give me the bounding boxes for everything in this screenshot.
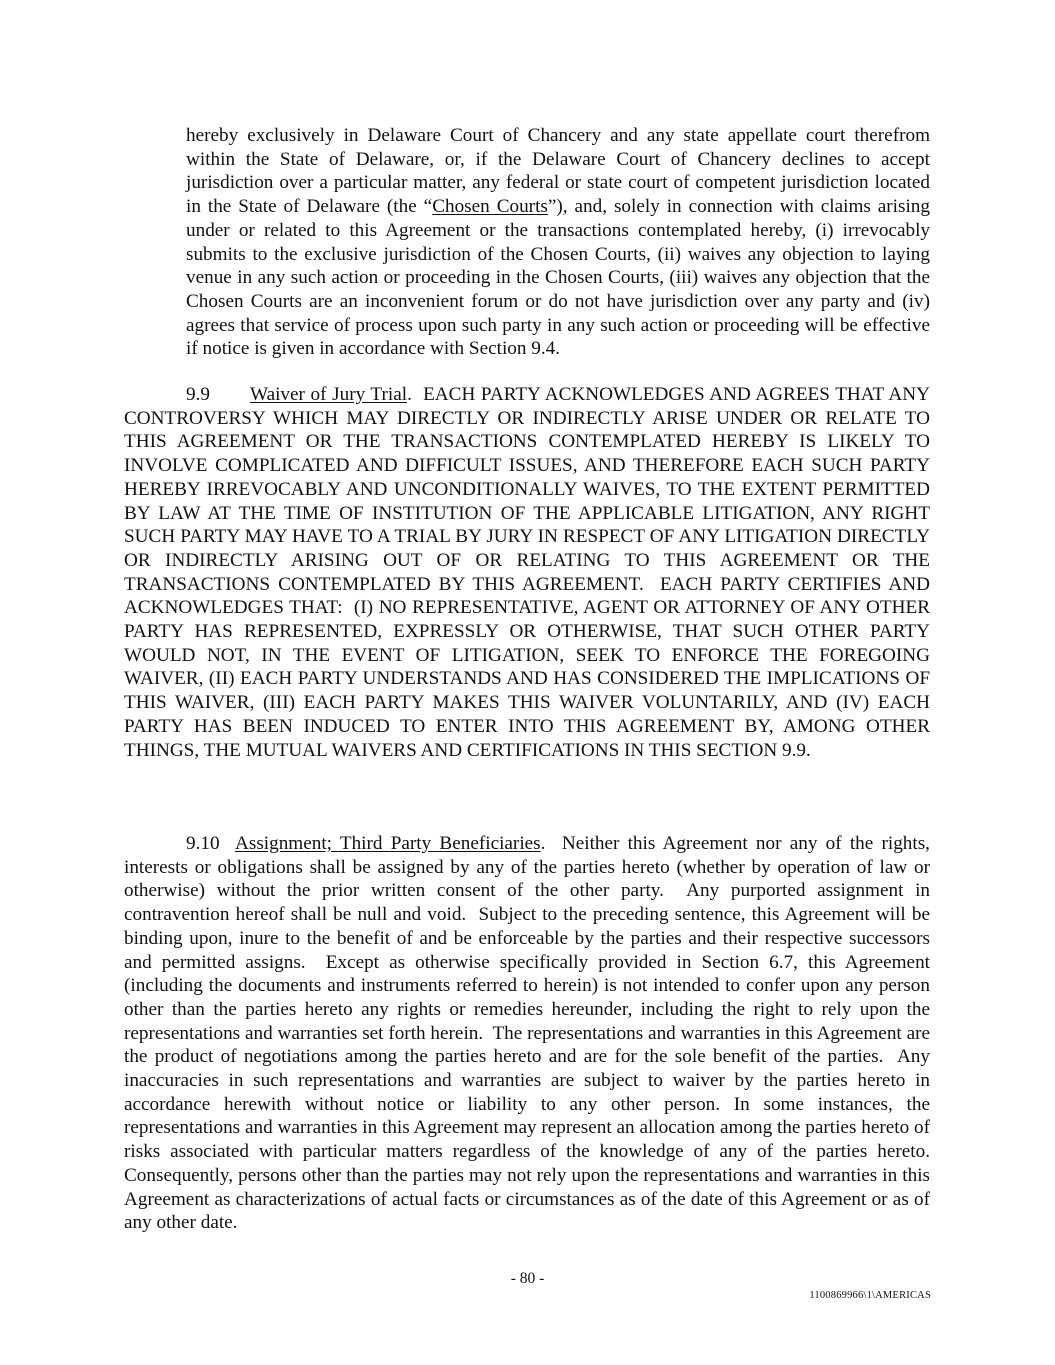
section-heading-period: . — [407, 384, 412, 405]
section-body: EACH PARTY ACKNOWLEDGES AND AGREES THAT ANY CONTROVERSY WHICH MAY DIRECTLY OR INDIRECTLY ARISE UNDER OR RELATE TO THIS AGREEMENT OR THE TRANSACTIONS CONTEMPLATED HEREBY IS LIKELY TO INVOLVE COMPLICATED AND DIFFICULT ISSUES, AND THEREFORE EACH SUCH PARTY HEREBY IRREVOCABLY AND UNCONDITIONALLY WAIVES, TO THE EXTENT PERMITTED BY LAW AT THE TIME OF INSTITUTION OF THE APPLICABLE LITIGATION, ANY RIGHT SUCH PARTY MAY HAVE TO A TRIAL BY JURY IN RESPECT OF ANY LITIGATION DIRECTLY OR INDIRECTLY ARISING OUT OF OR RELATING TO THIS AGREEMENT OR THE TRANSACTIONS CONTEMPLATED BY THIS AGREEMENT. EACH PARTY CERTIFIES AND ACKNOWLEDGES THAT: (I) NO REPRESENTATIVE, AGENT OR ATTORNEY OF ANY OTHER PARTY HAS REPRESENTED, EXPRESSLY OR OTHERWISE, THAT SUCH OTHER PARTY WOULD NOT, IN THE EVENT OF LITIGATION, SEEK TO ENFORCE THE FOREGOING WAIVER, (II) EACH PARTY UNDERSTANDS AND HAS CONSIDERED THE IMPLICATIONS OF THIS WAIVER, (III) EACH PARTY MAKES THIS WAIVER VOLUNTARILY, AND (IV) EACH PARTY HAS BEEN INDUCED TO ENTER INTO THIS AGREEMENT BY, AMONG OTHER THINGS, THE MUTUAL WAIVERS AND CERTIFICATIONS IN THIS SECTION 9.9. — [124, 384, 935, 761]
section-9-10 — [124, 832, 940, 1235]
document-id: 1100869966\1\AMERICAS — [809, 1290, 931, 1301]
continued-text-after: ”), and, solely in connection with claims arising under or related to this Agreement or the transactions contemplated hereby, (i) irrevocably submits to the exclusive jurisdiction of the Chosen Courts, (ii) waives any objection to laying venue in any such action or proceeding in the Chosen Courts, (iii) waives any objection that the Chosen Courts are an inconvenient forum or do not have jurisdiction over any party and (iv) agrees that service of process upon such party in any such action or proceeding will be effective if notice is given in accordance with Section 9.4. — [186, 196, 930, 360]
section-heading: Waiver of Jury Trial — [250, 384, 408, 405]
continued-paragraph — [186, 124, 930, 361]
page-number: - 80 - — [510, 1270, 545, 1287]
section-number: 9.9 — [186, 384, 210, 405]
defined-term-chosen-courts: Chosen Courts — [432, 196, 548, 218]
section-number: 9.10 — [186, 833, 220, 854]
section-heading: Assignment; Third Party Beneficiaries — [235, 833, 541, 854]
continued-text-before: hereby exclusively in Delaware Court of Chancery and any state appellate court therefrom within the State of Delaware, or, if the Delaware Court of Chancery declines to accept jurisdiction over a particular matter, any federal or state court of competent jurisdiction located in the State of Delaware (the “ — [186, 125, 930, 218]
section-9-9 — [124, 383, 935, 762]
section-heading-period: . — [540, 833, 546, 854]
section-body: Neither this Agreement nor any of the rights, interests or obligations shall be assigned by any of the parties hereto (whether by operation of law or otherwise) without the prior written consent of the other party. Any purported assignment in contravention hereof shall be null and void. Subject to the preceding sentence, this Agreement will be binding upon, inure to the benefit of and be enforceable by the parties and their respective successors and permitted assigns. Except as otherwise specifically provided in Section 6.7, this Agreement (including the documents and instruments referred to herein) is not intended to confer upon any person other than the parties hereto any rights or remedies hereunder, including the right to rely upon the representations and warranties set forth herein. The representations and warranties in this Agreement are the product of negotiations among the parties hereto and are for the sole benefit of the parties. Any inaccuracies in such representations and warranties are subject to waiver by the parties hereto in accordance herewith without notice or liability to any other person. In some instances, the representations and warranties in this Agreement may represent an allocation among the parties hereto of risks associated with particular matters regardless of the knowledge of any of the parties hereto. Consequently, persons other than the parties may not rely upon the representations and warranties in this Agreement as characterizations of actual facts or circumstances as of the date of this Agreement or as of any other date. — [124, 833, 940, 1234]
